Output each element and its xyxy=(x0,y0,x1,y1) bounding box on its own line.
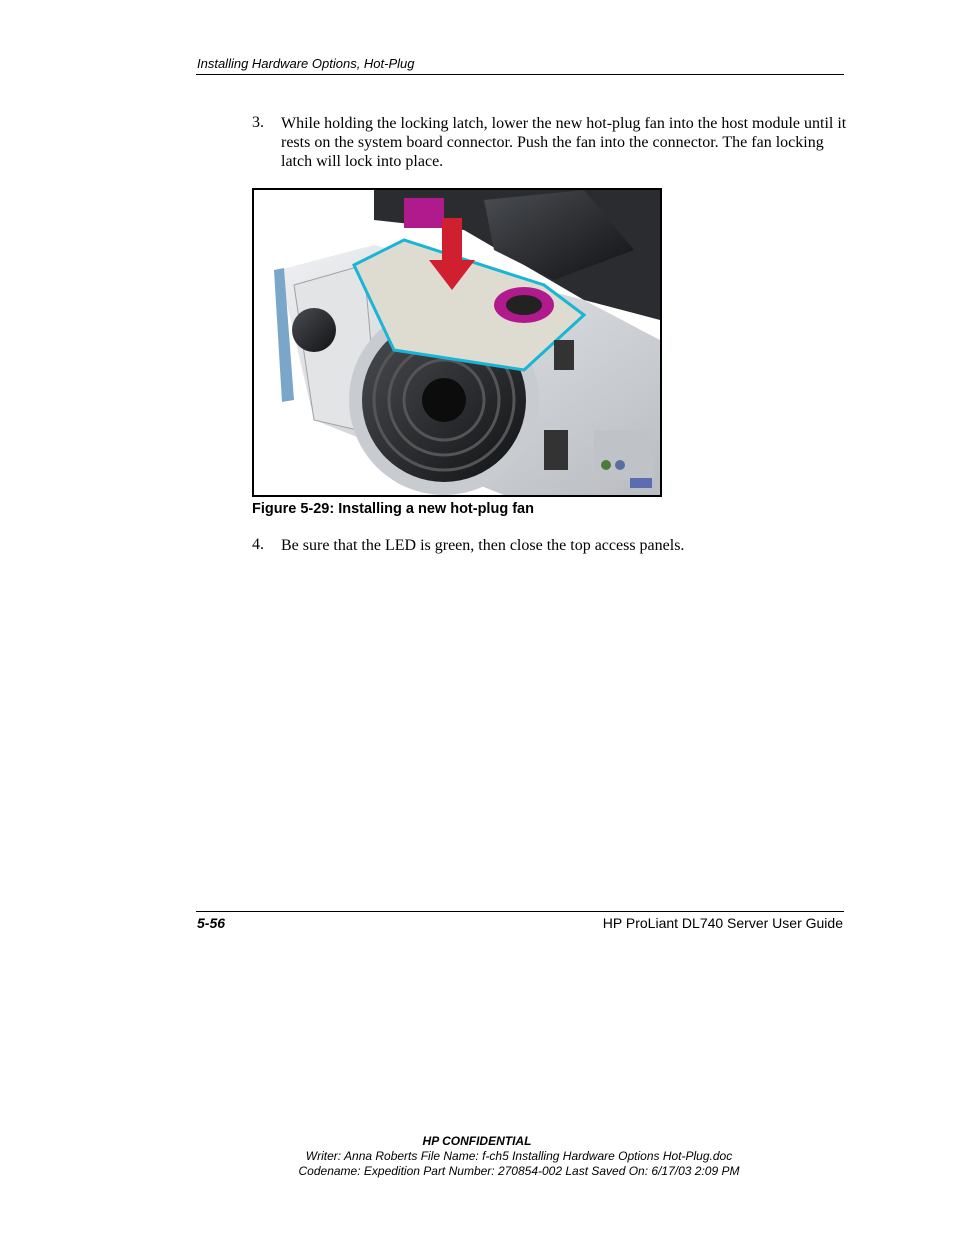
latch-magenta xyxy=(404,198,444,228)
header-rule xyxy=(196,74,844,75)
footer-rule xyxy=(196,911,844,912)
confidential-label: HP CONFIDENTIAL xyxy=(422,1134,532,1148)
power-connector xyxy=(544,430,568,470)
figure-hot-plug-fan xyxy=(252,188,662,497)
port xyxy=(554,340,574,370)
step-text: While holding the locking latch, lower the new hot-plug fan into the host module until it rests on the system board connector. Push the fan into the connector. The fan locking latch will lock into place. xyxy=(281,115,847,170)
step-number: 3. xyxy=(252,114,264,131)
fan-hub xyxy=(506,295,542,315)
running-head: Installing Hardware Options, Hot-Plug xyxy=(197,56,415,71)
ps2-port xyxy=(601,460,611,470)
document-meta: Codename: Expedition Part Number: 270854-002 Last Saved On: 6/17/03 2:09 PM xyxy=(298,1164,740,1178)
step-number: 4. xyxy=(252,536,264,553)
step-text: Be sure that the LED is green, then close the top access panels. xyxy=(281,537,685,554)
page-number: 5-56 xyxy=(197,915,226,931)
document-meta: Writer: Anna Roberts File Name: f-ch5 Installing Hardware Options Hot-Plug.doc xyxy=(305,1149,733,1163)
rear-panel xyxy=(594,430,654,480)
ps2-port-2 xyxy=(615,460,625,470)
fan-illustration xyxy=(254,190,660,495)
figure-caption: Figure 5-29: Installing a new hot-plug fan xyxy=(252,501,534,517)
vga-port xyxy=(630,478,652,488)
front-connector xyxy=(292,308,336,352)
document-title: HP ProLiant DL740 Server User Guide xyxy=(602,915,843,931)
